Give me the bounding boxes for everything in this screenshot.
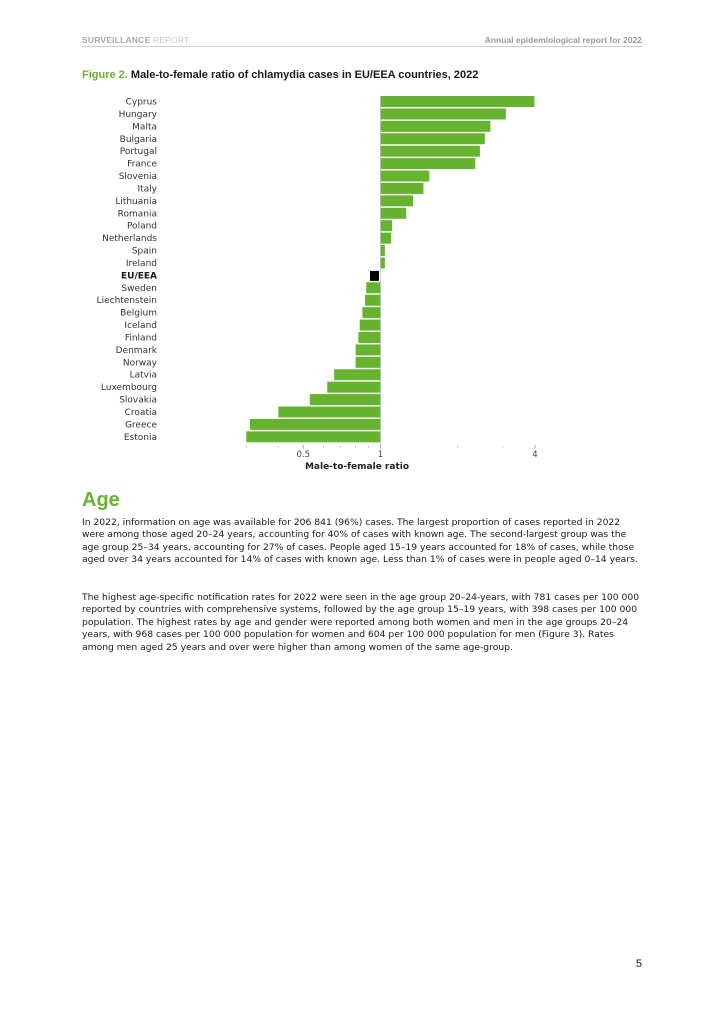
category-label: Netherlands (102, 234, 157, 245)
category-label: France (127, 159, 157, 170)
bar (381, 183, 424, 194)
category-label: Spain (131, 246, 157, 257)
category-label: Finland (124, 333, 157, 344)
category-label: Bulgaria (119, 134, 157, 145)
report-series-label: SURVEILLANCE REPORT (82, 35, 190, 45)
bar (381, 233, 392, 244)
bar (381, 220, 393, 231)
category-label: Hungary (118, 109, 157, 120)
category-label: Liechtenstein (96, 296, 157, 307)
category-label: Cyprus (125, 97, 157, 108)
category-label: Denmark (115, 345, 157, 356)
paragraph-age-distribution: In 2022, information on age was available for 206 841 (96%) cases. The largest proportion of cases reported in 2022 were among those aged 20–24 years, accounting for 40% of cases with known age. The second-largest group was the age group 25–34 years, accounting for 27% of cases. People aged 15–19 years accounted for 18% of cases, while those aged over 34 years accounted for 14% of cases with known age. Less than 1% of cases were in people aged 0–14 years. (82, 517, 638, 566)
bar (381, 257, 385, 268)
tick-label: 0.5 (296, 449, 311, 460)
bar (381, 195, 414, 206)
ratio-bar-chart (0, 0, 724, 480)
section-heading-age: Age (82, 489, 120, 511)
bar (366, 282, 380, 293)
category-label: Norway (122, 358, 157, 369)
bar (370, 271, 379, 281)
category-label: Italy (137, 184, 157, 195)
bar (250, 419, 381, 430)
category-label: Portugal (119, 147, 157, 158)
bar (310, 394, 381, 405)
category-label: Estonia (123, 432, 157, 443)
bars (246, 96, 534, 442)
x-axis (246, 445, 537, 460)
bar (356, 357, 381, 368)
category-label: Croatia (124, 408, 157, 418)
paragraph-age-rates: The highest age-specific notification rates for 2022 were seen in the age group 20–24-years, with 781 cases per 100 000 reported by countries with comprehensive systems, followed by the age group 15–19 years, with 398 cases per 100 000 population. The highest rates by age and gender were reported among both women and men in the age groups 20–24 years, with 968 cases per 100 000 population for women and 604 per 100 000 population for men (Figure 3). Rates among men aged 25 years and over were higher than among women of the same age-group. (82, 592, 640, 653)
bar (358, 332, 380, 343)
figure-title: Male-to-female ratio of chlamydia cases in EU/EEA countries, 2022 (130, 69, 479, 81)
category-label: Sweden (121, 283, 157, 294)
bar (381, 245, 385, 256)
category-label: Lithuania (115, 196, 157, 207)
bar (246, 431, 380, 442)
category-labels (97, 98, 158, 443)
category-label: Latvia (129, 370, 157, 381)
bar (362, 307, 380, 318)
category-label: Slovakia (119, 395, 157, 406)
bar (278, 407, 380, 418)
category-label: Iceland (124, 321, 157, 332)
report-title: Annual epidemiological report for 2022 (484, 35, 642, 45)
category-label: EU/EEA (120, 271, 157, 282)
category-label: Greece (124, 420, 157, 431)
tick-label: 4 (532, 449, 538, 460)
page-number: 5 (635, 958, 642, 970)
bar (327, 382, 380, 393)
bar (381, 208, 407, 219)
bar (334, 369, 380, 380)
tick-label: 1 (377, 449, 384, 460)
bar (381, 146, 480, 157)
bar (356, 344, 381, 355)
bar (381, 133, 485, 144)
bar (381, 158, 476, 169)
category-label: Romania (117, 209, 157, 220)
bar (365, 295, 381, 306)
category-label: Poland (126, 221, 157, 232)
bar (381, 171, 430, 182)
bar (381, 121, 491, 132)
x-axis-title: Male-to-female ratio (304, 461, 410, 472)
category-label: Malta (132, 122, 157, 133)
category-label: Ireland (125, 258, 157, 269)
bar (381, 96, 535, 107)
bar (360, 320, 381, 331)
category-label: Slovenia (118, 172, 157, 183)
bar (381, 108, 506, 119)
category-label: Belgium (120, 308, 157, 319)
figure-number: Figure 2. (82, 69, 128, 81)
category-label: Luxembourg (100, 383, 157, 394)
